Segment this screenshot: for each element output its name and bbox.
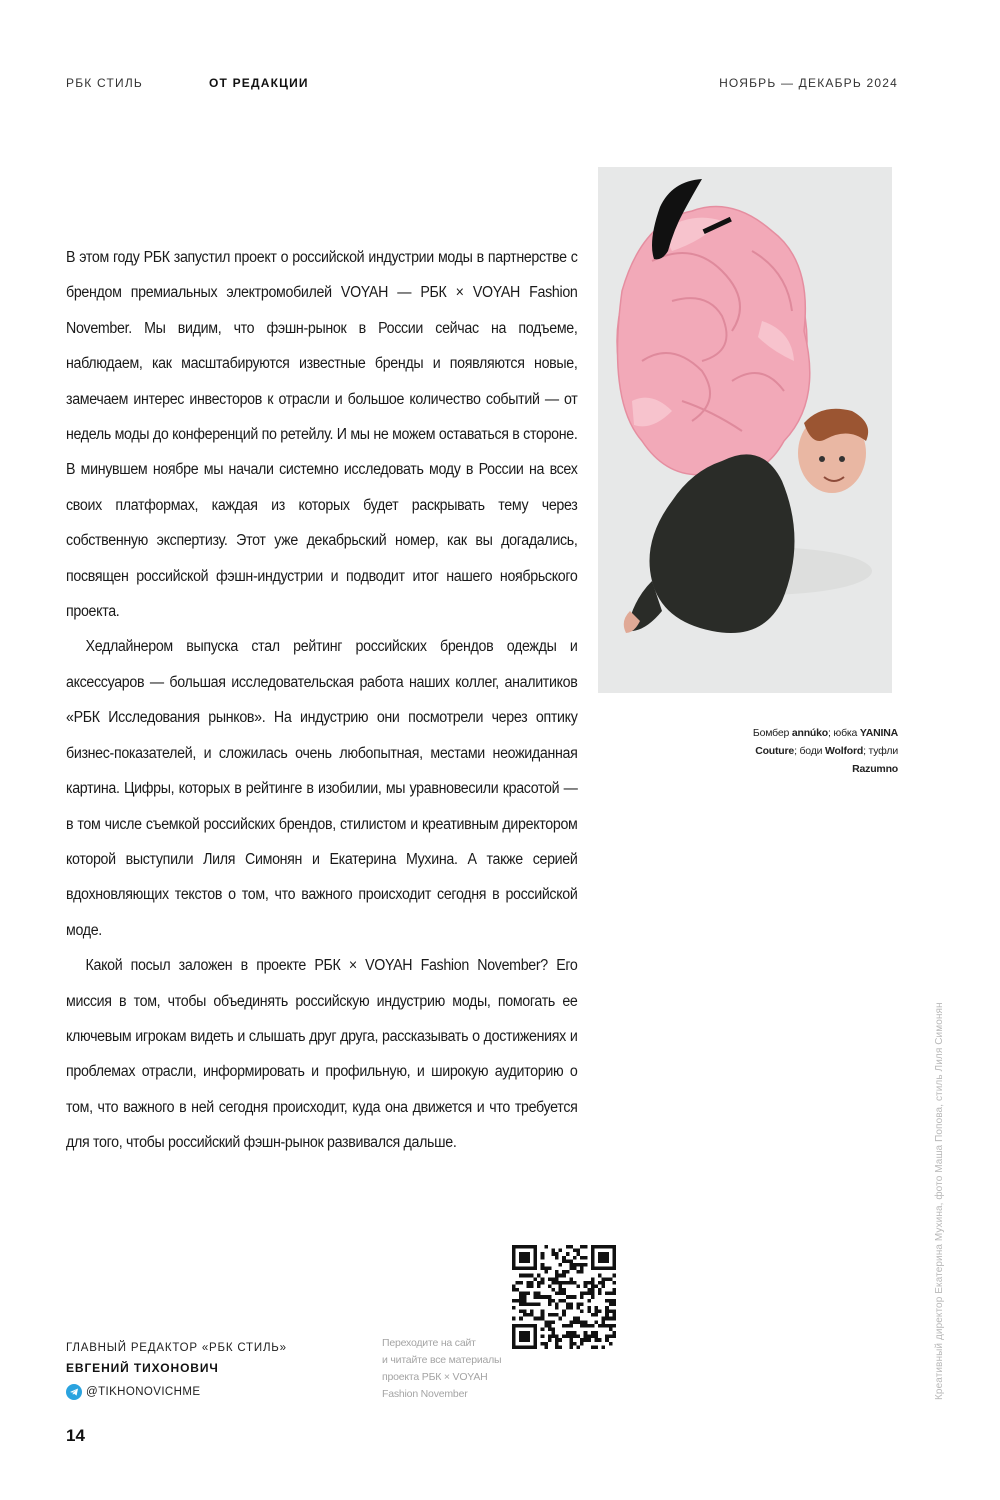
project-promo bbox=[382, 1335, 502, 1403]
section-title: ОТ РЕДАКЦИИ bbox=[209, 76, 309, 90]
promo-line: и читайте все материалы bbox=[382, 1354, 502, 1366]
article-paragraph: Хедлайнером выпуска стал рейтинг российских брендов одежды и аксессуаров — большая исследовательская работа наших коллег, аналитиков «РБК Исследования рынков». На индустрию они посмотрели через оптику бизнес-показателей, и сложилась очень любопытная, местами неожиданная картина. Цифры, которых в рейтинге в изобилии, мы уравновесили красотой — в том числе съемкой российских брендов, стилистом и креативным директором которой выступили Лиля Симонян и Екатерина Мухина. А также серией вдохновляющих текстов о том, что важного происходит сегодня в российской моде. bbox=[66, 638, 578, 939]
photo-credit: Креативный директор Екатерина Мухина, фото Маша Попова, стиль Лиля Симонян bbox=[934, 1002, 945, 1400]
qr-code-graphic bbox=[512, 1245, 616, 1349]
fashion-photo-illustration bbox=[522, 141, 898, 705]
article-paragraph: Какой посыл заложен в проекте РБК × VOYAH Fashion November? Его миссия в том, чтобы объединять российскую индустрию моды, помогать ее ключевым игрокам видеть и слышать друг друга, рассказывать о достижениях и проблемах отрасли, информировать и профильную, и широкую аудиторию о том, что важного в ней сегодня происходит, куда она движется и что требуется для того, чтобы российский фэшн-рынок развивался дальше. bbox=[66, 957, 578, 1152]
caption-text: ; юбка bbox=[828, 727, 860, 739]
promo-line: проекта РБК × VOYAH bbox=[382, 1371, 488, 1383]
qr-code[interactable] bbox=[512, 1245, 616, 1349]
editor-social[interactable] bbox=[66, 1384, 326, 1400]
article-paragraph: В этом году РБК запустил проект о российской индустрии моды в партнерстве с брендом премиальных электромобилей VOYAH — РБК × VOYAH Fashion November. Мы видим, что фэшн-рынок в России сейчас на подъеме, наблюдаем, как масштабируются известные бренды и появляются новые, замечаем интерес инвесторов к отрасли и большое количество событий — от недель моды до конференций по ретейлу. И мы не можем оставаться в стороне. В минувшем ноябре мы начали системно исследовать моду в России на всех своих платформах, каждая из которых будет раскрывать тему через собственную экспертизу. Этот уже декабрьский номер, как вы догадались, посвящен российской фэшн-индустрии и подводит итог нашего ноябрьского проекта. bbox=[66, 249, 578, 621]
caption-brand: Wolford bbox=[825, 745, 864, 757]
editorial-text bbox=[66, 240, 578, 1161]
issue-date: НОЯБРЬ — ДЕКАБРЬ 2024 bbox=[719, 76, 898, 90]
telegram-icon bbox=[66, 1384, 82, 1400]
promo-line: Fashion November bbox=[382, 1388, 468, 1400]
editor-role: ГЛАВНЫЙ РЕДАКТОР «РБК СТИЛЬ» bbox=[66, 1342, 287, 1354]
caption-text: Бомбер bbox=[752, 727, 792, 739]
telegram-handle[interactable]: @TIKHONOVICHME bbox=[86, 1386, 201, 1398]
caption-text: ; туфли bbox=[863, 745, 898, 757]
photo-caption bbox=[740, 724, 898, 778]
promo-line: Переходите на сайт bbox=[382, 1337, 476, 1349]
editor-name: ЕВГЕНИЙ ТИХОНОВИЧ bbox=[66, 1361, 219, 1375]
magazine-name: РБК СТИЛЬ bbox=[66, 76, 143, 90]
page-header bbox=[66, 76, 898, 94]
editor-signature bbox=[66, 1340, 326, 1400]
caption-brand: Razumno bbox=[852, 763, 898, 775]
caption-text: ; боди bbox=[794, 745, 826, 757]
fashion-photo bbox=[522, 141, 898, 705]
caption-brand: YANINA Couture bbox=[755, 727, 898, 757]
page-number: 14 bbox=[66, 1426, 85, 1445]
caption-brand: annúko bbox=[791, 727, 828, 739]
